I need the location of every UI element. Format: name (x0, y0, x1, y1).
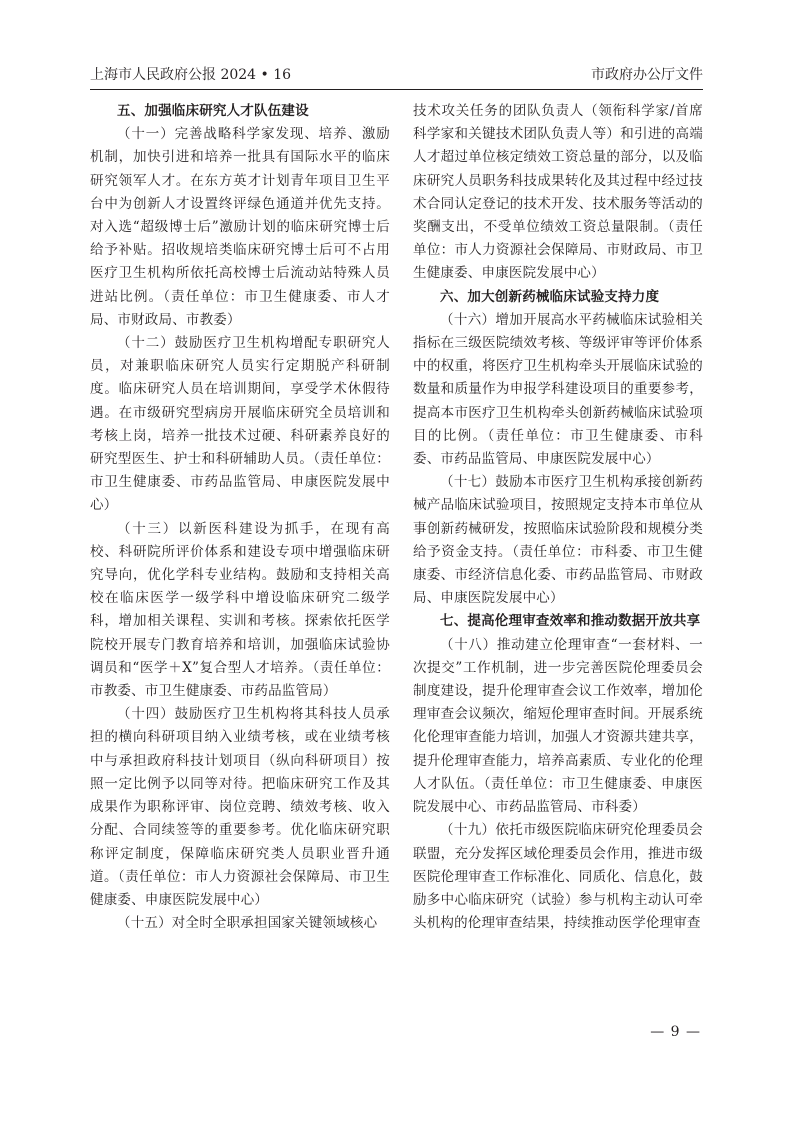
page-number: — 9 — (650, 1024, 701, 1040)
header-publication: 上海市人民政府公报 2024 • 16 (90, 67, 292, 83)
header-section: 市政府办公厅文件 (591, 67, 703, 83)
paragraph-17: （十七）鼓励本市医疗卫生机构承接创新药械产品临床试验项目，按照规定支持本市单位从事创新药械研发，按照临床试验阶段和规模分类给予资金支持。（责任单位：市科委、市卫生健康委、市经济信息化委、市药品监管局、市财政局、申康医院发展中心） (413, 474, 703, 607)
paragraph-14: （十四）鼓励医疗卫生机构将其科技人员承担的横向科研项目纳入业绩考核，或在业绩考核中与承担政府科技计划项目（纵向科研项目）按照一定比例予以同等对待。把临床研究工作及其成果作为职称评审、岗位竞聘、绩效考核、收入分配、合同续签等的重要参考。优化临床研究职称评定制度，保障临床研究类人员职业晋升通道。（责任单位：市人力资源社会保障局、市卫生健康委、申康医院发展中心） (90, 706, 390, 908)
paragraph-13: （十三）以新医科建设为抓手，在现有高校、科研院所评价体系和建设专项中增强临床研究导向，优化学科专业结构。鼓励和支持相关高校在临床医学一级学科中增设临床研究二级学科，增加相关课程、实训和考核。探索依托医学院校开展专门教育培养和培训，加强临床试验协调员和“医学＋X”复合型人才培养。（责任单位：市教委、市卫生健康委、市药品监管局） (90, 520, 390, 700)
paragraph-19: （十九）依托市级医院临床研究伦理委员会联盟，充分发挥区域伦理委员会作用，推进市级医院伦理审查工作标准化、同质化、信息化，鼓励多中心临床研究（试验）参与机构主动认可牵头机构的伦理审查结果，持续推动医学伦理审查 (413, 822, 703, 932)
paragraph-11: （十一）完善战略科学家发现、培养、激励机制，加快引进和培养一批具有国际水平的临床研究领军人才。在东方英才计划青年项目卫生平台中为创新人才设置终评绿色通道并优先支持。对入选“超级博士后”激励计划的临床研究博士后给予补贴。招收规培类临床研究博士后可不占用医疗卫生机构所依托高校博士后流动站特殊人员进站比例。（责任单位：市卫生健康委、市人才局、市财政局、市教委） (90, 126, 390, 328)
section-heading-6: 六、加大创新药械临床试验支持力度 (440, 288, 660, 305)
right-column (413, 100, 703, 935)
paragraph-18: （十八）推动建立伦理审查“一套材料、一次提交”工作机制，进一步完善医院伦理委员会制度建设，提升伦理审查会议工作效率，增加伦理审查会议频次，缩短伦理审查时间。开展系统化伦理审查能力培训，加强人才资源共建共享，提升伦理审查能力，培养高素质、专业化的伦理人才队伍。（责任单位：市卫生健康委、申康医院发展中心、市药品监管局、市科委） (413, 636, 703, 816)
paragraph-15-continued: 技术攻关任务的团队负责人（领衔科学家/首席科学家和关键技术团队负责人等）和引进的高端人才超过单位核定绩效工资总量的部分，以及临床研究人员职务科技成果转化及其过程中经过技术合同认定登记的技术开发、技术服务等活动的奖酬支出，不受单位绩效工资总量限制。（责任单位：市人力资源社会保障局、市财政局、市卫生健康委、申康医院发展中心） (413, 103, 703, 282)
paragraph-12: （十二）鼓励医疗卫生机构增配专职研究人员，对兼职临床研究人员实行定期脱产科研制度。临床研究人员在培训期间，享受学术休假待遇。在市级研究型病房开展临床研究全员培训和考核上岗，培养一批技术过硬、科研素养良好的研究型医生、护士和科研辅助人员。（责任单位：市卫生健康委、市药品监管局、申康医院发展中心） (90, 335, 390, 514)
paragraph-16: （十六）增加开展高水平药械临床试验相关指标在三级医院绩效考核、等级评审等评价体系中的权重，将医疗卫生机构牵头开展临床试验的数量和质量作为申报学科建设项目的重要参考，提高本市医疗卫生机构牵头创新药械临床试验项目的比例。（责任单位：市卫生健康委、市科委、市药品监管局、申康医院发展中心） (413, 311, 703, 468)
header-rule (90, 89, 703, 90)
section-heading-7: 七、提高伦理审查效率和推动数据开放共享 (440, 613, 701, 630)
page-header (90, 64, 703, 86)
paragraph-15-start: （十五）对全时全职承担国家关键领域核心 (117, 915, 378, 932)
section-heading-5: 五、加强临床研究人才队伍建设 (117, 103, 309, 119)
left-column (90, 100, 390, 935)
